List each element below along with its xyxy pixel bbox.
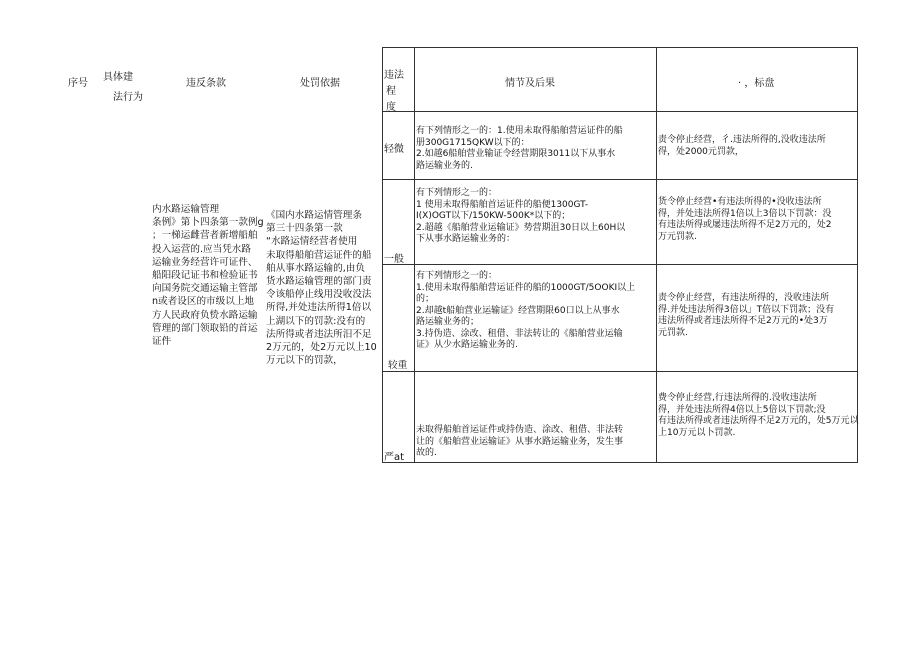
basis-text: [266, 209, 377, 367]
text-line: 上湖以下的罚款:没有的: [266, 315, 366, 327]
text-line: 下从事水路运输业务的：: [416, 234, 516, 244]
text-line: 证件: [152, 336, 172, 348]
header-basis: 处罚依据: [300, 78, 340, 89]
column-divider: [414, 47, 415, 463]
text-line: 有违法所得或屡违法所得不足2万元的，处2: [658, 220, 832, 230]
text-line: 责令停止经营，彳.违法所得的,没收违法所: [658, 135, 826, 145]
row-divider: [382, 264, 858, 265]
header-standard: · ，标盘: [738, 78, 775, 89]
text-line: 法所得或者违法所汨不足: [266, 328, 372, 340]
row-standard: [658, 135, 826, 158]
article-text: [152, 203, 264, 348]
text-line: 向国务院交通运输主管部: [152, 283, 258, 295]
row-circumstances: [416, 126, 623, 172]
text-line: 有违法所得或者违法所得不足2万元的，处5万元以: [658, 416, 859, 426]
level-light: 轻微: [384, 144, 404, 155]
text-line: 货水路运输管理的部门责: [266, 276, 372, 288]
text-line: “水路运情经营者使用: [266, 236, 358, 248]
row-circumstances: [416, 188, 625, 246]
header-level-line3: 度: [386, 102, 396, 113]
text-line: n或者设区的市级以上地: [152, 296, 255, 308]
text-line: 第三十四条第一款: [266, 223, 343, 235]
header-act-line2: 法行为: [113, 92, 143, 103]
text-line: 路运输业务的.: [416, 160, 473, 171]
text-line: 《国内水路运情管理条: [266, 210, 362, 221]
header-article: 违反条款: [186, 78, 226, 89]
table-bottom-border: [382, 462, 858, 463]
column-divider: [656, 47, 657, 463]
text-line: 运输业务经营许可证件、: [152, 256, 258, 268]
level-serious: 较重: [388, 360, 408, 371]
level-general: 一般: [384, 254, 404, 265]
text-line: 未取得船舶营运证件的船: [266, 249, 372, 261]
text-line: 投入运营的.应当凭水路: [152, 243, 251, 255]
text-line: 故的.: [416, 448, 437, 458]
text-line: 2.却越t船舶营业运输证》经营期限60口以上从事水: [416, 305, 620, 316]
row-divider: [382, 179, 858, 180]
header-level-line2: 程: [386, 86, 396, 97]
text-line: 得，并处违法所得4倍以上5倍以下罚款;没: [658, 404, 826, 415]
row-standard: [658, 293, 834, 339]
text-line: 得，并处违法所得1倍以上3倍以下罚款：没: [658, 208, 832, 219]
text-line: 条例》第卜四条第一款例g: [152, 217, 264, 229]
text-line: 违法所得或者违法所得不足2万元的•处3万: [658, 316, 828, 326]
text-line: 船阳段记证书和检验证书: [152, 270, 258, 282]
text-line: 责令停止经营，有违法所得的，没收违法所: [658, 293, 830, 303]
text-line: 路运输业务的；: [416, 317, 480, 327]
text-line: 令该船停止线用没收没法: [266, 289, 372, 301]
header-seq: 序号: [68, 78, 88, 89]
text-line: 舶从事水路运输的,由负: [266, 262, 365, 274]
header-circumstances: 情节及后果: [505, 78, 555, 89]
text-line: 方人民政府负贽水路运输: [152, 309, 258, 321]
text-line: 所得,并处违法所得1倍以: [266, 302, 372, 314]
text-line: 2万元的，处2万元以上10: [266, 342, 377, 354]
text-line: 3.持伪造、涂改、租借、非法转让的《船舶营业运输: [416, 328, 623, 339]
header-act-line1: 具体建: [103, 72, 133, 83]
text-line: 上10万元以卜罚款.: [658, 427, 736, 438]
text-line: 2.超越《船舶营业运输证》势营期沮30日以上60H以: [416, 222, 626, 233]
row-standard: [658, 393, 858, 439]
text-line: 2.如越6船舶营业输证令经营期限3011以下从事水: [416, 149, 616, 159]
text-line: 让的《船舶营业运输证》从事水路运输业务，发生事: [416, 436, 624, 447]
text-line: 1.使用未取得船舶营运证件的船的1000GT/5OOKI以上: [416, 282, 636, 293]
text-line: 有下列情形之一的：: [416, 188, 498, 198]
text-line: 得.并处违法所得3倍以」T倍以下罚款；没有: [658, 304, 835, 315]
text-line: 的；: [416, 294, 435, 304]
text-line: 证》从少水路运输业务的.: [416, 340, 518, 350]
text-line: 册300G1715QKW以下的：: [416, 137, 530, 148]
text-line: 货令停止经营•有违法所得的•没收违法所: [658, 197, 822, 207]
table-left-border: [382, 47, 383, 463]
row-divider: [382, 111, 858, 112]
row-divider: [382, 371, 858, 372]
text-line: 费令停止经营,行违法所得的.没收违法所: [658, 393, 817, 403]
text-line: 未取得船舶首运证件或持伪造、涂改、租借、非法转: [416, 425, 624, 435]
text-line: 内水路运输管理: [152, 204, 220, 215]
text-line: 有下列情形之一的：: [416, 271, 498, 281]
text-line: 1 使用未取得船舶首运证件的船便1300GT-: [416, 199, 589, 210]
row-standard: [658, 197, 831, 243]
header-level-line1: 违法: [384, 70, 404, 81]
text-line: 管理的部门领取铅的首运: [152, 322, 258, 334]
text-line: 得，处2000元罚款，: [658, 146, 744, 157]
text-line: 有下列情形之一的：1.使用未取得船舶营运证件的船: [416, 126, 623, 136]
text-line: I(X)OGT以下/150KW-500K*以下的；: [416, 211, 571, 221]
row-circumstances: [416, 271, 635, 352]
text-line: ；一梯运雌营者新增船舶: [152, 230, 258, 242]
level-severe: 严at: [384, 452, 405, 463]
table-top-border: [382, 47, 858, 48]
text-line: 万元以下的罚款，: [266, 355, 343, 367]
text-line: 元罚款.: [658, 327, 688, 338]
row-circumstances: [416, 425, 623, 460]
text-line: 万元罚款.: [658, 231, 697, 242]
